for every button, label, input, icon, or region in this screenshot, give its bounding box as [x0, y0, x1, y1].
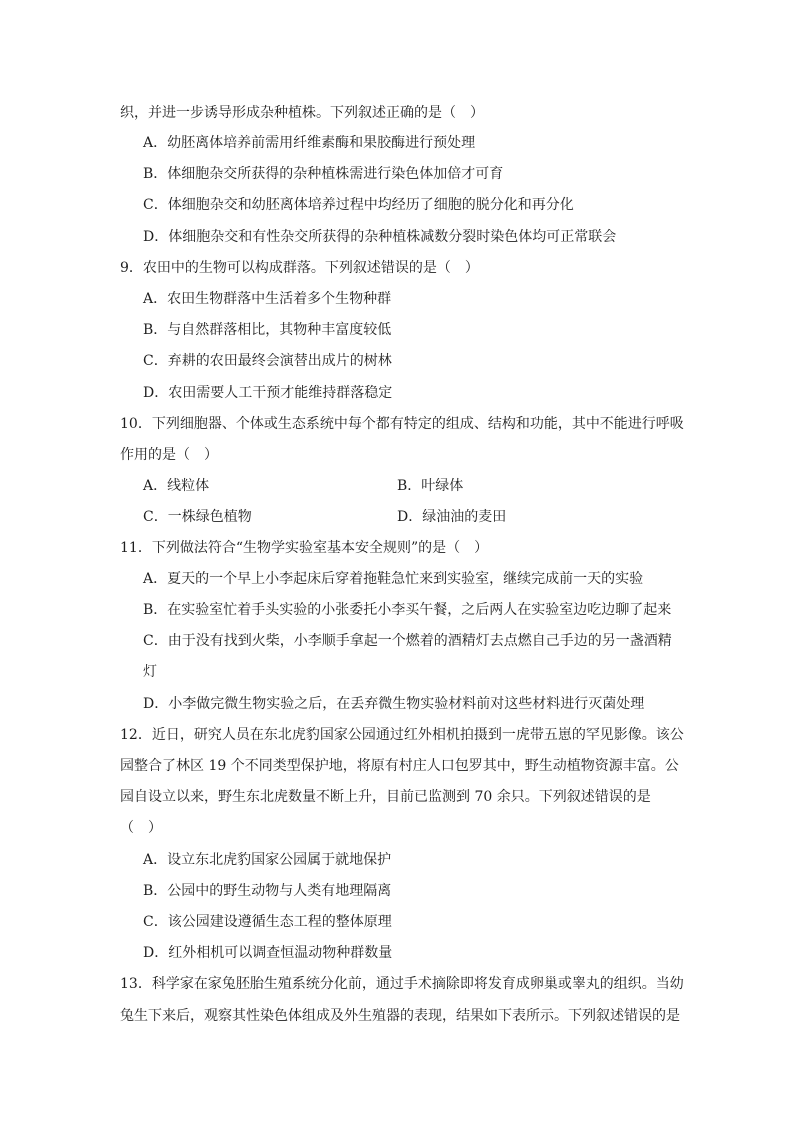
option-b: B．与自然群落相比，其物种丰富度较低	[143, 322, 392, 338]
option-c-continuation: 灯	[143, 664, 157, 680]
option-d: D．绿油油的麦田	[397, 509, 507, 525]
question-stem-line: 11．下列做法符合“生物学实验室基本安全规则”的是（ ）	[120, 540, 489, 556]
option-d: D．体细胞杂交和有性杂交所获得的杂种植株减数分裂时染色体均可正常联会	[143, 229, 617, 245]
option-c: C．一株绿色植物	[143, 509, 252, 525]
option-c: C．该公园建设遵循生态工程的整体原理	[143, 914, 392, 930]
question-stem-line: 9．农田中的生物可以构成群落。下列叙述错误的是（ ）	[120, 260, 479, 276]
option-b: B．叶绿体	[397, 478, 464, 494]
question-stem-line: 兔生下来后，观察其性染色体组成及外生殖器的表现，结果如下表所示。下列叙述错误的是	[120, 1008, 680, 1024]
question-stem-line: 10．下列细胞器、个体或生态系统中每个都有特定的组成、结构和功能，其中不能进行呼吸	[120, 416, 684, 432]
option-a: A．幼胚离体培养前需用纤维素酶和果胶酶进行预处理	[143, 135, 476, 151]
question-stem-line: 园自设立以来，野生东北虎数量不断上升，目前已监测到 70 余只。下列叙述错误的是	[120, 789, 651, 805]
option-c: C．体细胞杂交和幼胚离体培养过程中均经历了细胞的脱分化和再分化	[143, 197, 574, 213]
question-stem-line: 13．科学家在家兔胚胎生殖系统分化前，通过手术摘除即将发育成卵巢或睾丸的组织。当幼	[120, 976, 684, 992]
question-stem-line: 织，并进一步诱导形成杂种植株。下列叙述正确的是（ ）	[120, 105, 484, 121]
option-b: B．体细胞杂交所获得的杂种植株需进行染色体加倍才可育	[143, 166, 504, 182]
option-a: A．线粒体	[143, 478, 210, 494]
option-a: A．农田生物群落中生活着多个生物种群	[143, 291, 392, 307]
option-d: D．小李做完微生物实验之后，在丢弃微生物实验材料前对这些材料进行灭菌处理	[143, 696, 645, 712]
option-b: B．公园中的野生动物与人类有地理隔离	[143, 883, 392, 899]
question-stem-line: 作用的是（ ）	[120, 447, 218, 463]
option-c: C．由于没有找到火柴，小李顺手拿起一个燃着的酒精灯去点燃自己手边的另一盏酒精	[143, 633, 672, 649]
option-d: D．红外相机可以调查恒温动物种群数量	[143, 945, 393, 961]
question-stem-line: 12．近日，研究人员在东北虎豹国家公园通过红外相机拍摄到一虎带五崽的罕见影像。该公	[120, 727, 684, 743]
option-c: C．弃耕的农田最终会演替出成片的树林	[143, 353, 392, 369]
option-a: A．设立东北虎豹国家公园属于就地保护	[143, 852, 392, 868]
answer-bracket: （ ）	[120, 820, 162, 836]
option-b: B．在实验室忙着手头实验的小张委托小李买午餐，之后两人在实验室边吃边聊了起来	[143, 602, 672, 618]
question-stem-line: 园整合了林区 19 个不同类型保护地，将原有村庄人口包罗其中，野生动植物资源丰富。公	[120, 758, 679, 774]
option-a: A．夏天的一个早上小李起床后穿着拖鞋急忙来到实验室，继续完成前一天的实验	[143, 571, 644, 587]
option-d: D．农田需要人工干预才能维持群落稳定	[143, 385, 393, 401]
